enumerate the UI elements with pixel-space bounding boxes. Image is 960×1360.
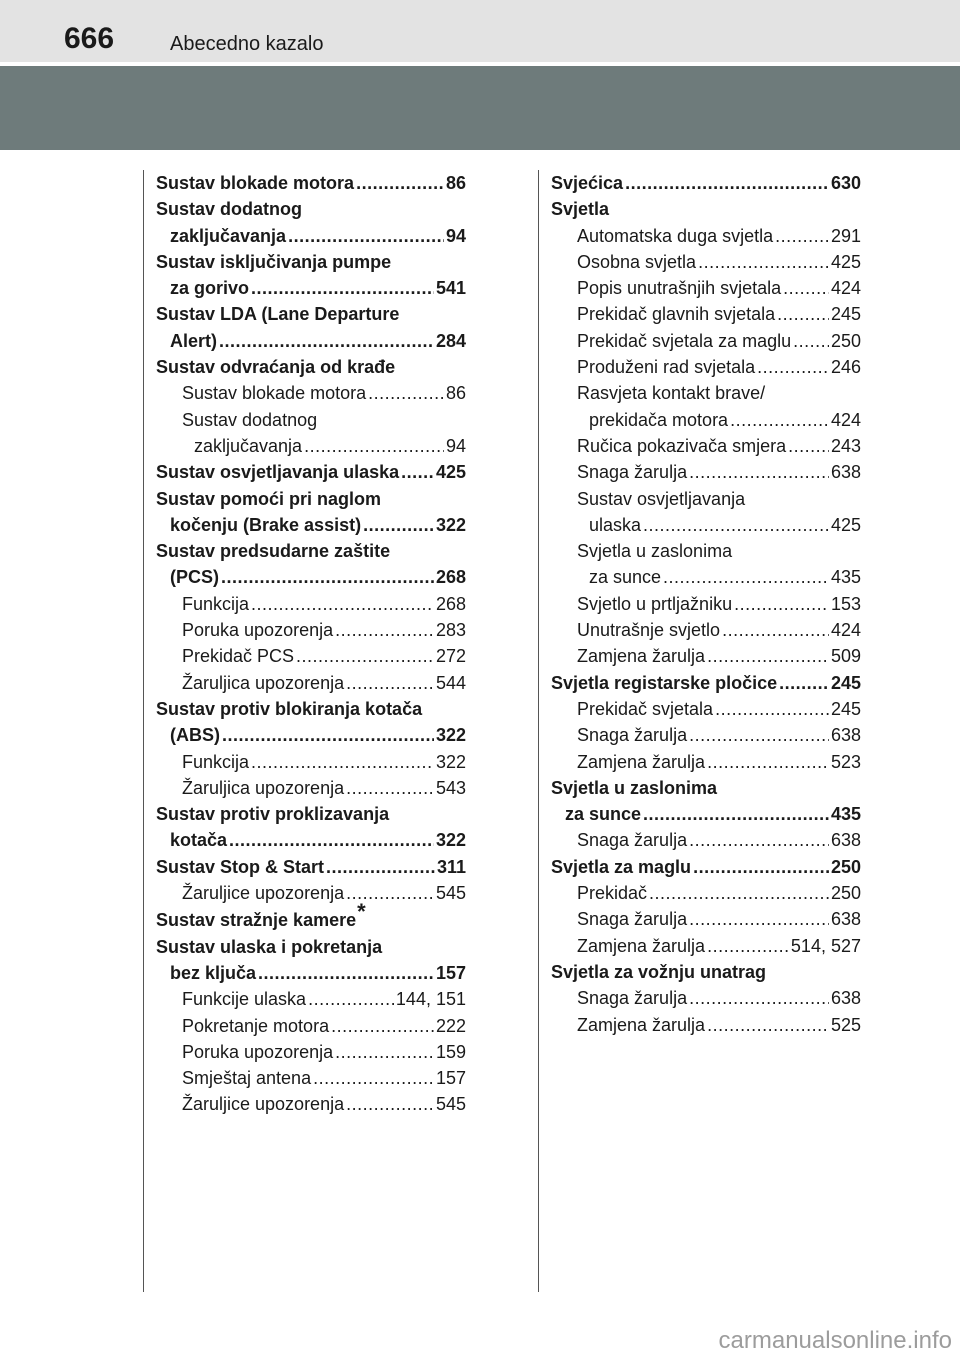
entry-term: Svjetla registarske pločice xyxy=(551,672,778,693)
entry-term: Zamjena žarulja xyxy=(577,751,706,772)
index-entry xyxy=(156,827,466,853)
index-entry xyxy=(156,275,466,301)
index-entry xyxy=(156,380,466,406)
index-entry xyxy=(156,934,466,960)
index-entry xyxy=(156,486,466,512)
entry-page: 322 xyxy=(435,725,466,746)
index-entry xyxy=(551,643,861,669)
entry-term: zaključavanja xyxy=(194,435,303,456)
dot-leader xyxy=(335,617,434,643)
section-title: Abecedno kazalo xyxy=(170,33,324,55)
entry-page: 545 xyxy=(435,1094,466,1115)
dot-leader xyxy=(689,827,829,853)
dot-leader xyxy=(722,617,829,643)
dot-leader xyxy=(793,328,829,354)
entry-term: Snaga žarulja xyxy=(577,462,688,483)
entry-page: 159 xyxy=(435,1041,466,1062)
entry-term: kotača xyxy=(170,830,228,851)
dot-leader xyxy=(304,433,444,459)
entry-term: Sustav LDA (Lane Departure xyxy=(156,304,400,325)
entry-term: Žaruljice upozorenja xyxy=(182,883,345,904)
entry-term: Poruka upozorenja xyxy=(182,1041,334,1062)
entry-term: Zamjena žarulja xyxy=(577,646,706,667)
index-entry xyxy=(156,1091,466,1117)
entry-term: Svjetla za maglu xyxy=(551,856,692,877)
entry-page: 86 xyxy=(445,383,466,404)
index-entry xyxy=(156,301,466,327)
dot-leader xyxy=(707,749,829,775)
index-entry xyxy=(551,249,861,275)
dot-leader xyxy=(308,986,394,1012)
entry-page: 250 xyxy=(830,883,861,904)
entry-term: Prekidač svjetala za maglu xyxy=(577,330,792,351)
entry-term: Žaruljice upozorenja xyxy=(182,1094,345,1115)
dot-leader xyxy=(649,880,829,906)
entry-page: 435 xyxy=(830,567,861,588)
entry-term: Funkcija xyxy=(182,593,250,614)
index-entry xyxy=(551,801,861,827)
entry-term: Smještaj antena xyxy=(182,1068,312,1089)
dot-leader xyxy=(689,459,829,485)
index-entry xyxy=(551,749,861,775)
entry-term: za gorivo xyxy=(170,278,250,299)
index-entry xyxy=(156,170,466,196)
entry-term: Svjetla xyxy=(551,199,610,220)
entry-page: 268 xyxy=(435,593,466,614)
entry-page: 514, 527 xyxy=(790,935,861,956)
left-column-rule xyxy=(143,170,144,1292)
dot-leader xyxy=(757,354,829,380)
index-entry xyxy=(156,328,466,354)
entry-page: 157 xyxy=(435,962,466,983)
dot-leader xyxy=(288,223,444,249)
entry-page: 250 xyxy=(830,856,861,877)
entry-page: 284 xyxy=(435,330,466,351)
entry-term: Rasvjeta kontakt brave/ xyxy=(577,383,766,404)
entry-page: 638 xyxy=(830,725,861,746)
dot-leader xyxy=(251,275,434,301)
entry-term: Popis unutrašnjih svjetala xyxy=(577,278,782,299)
dot-leader xyxy=(777,301,829,327)
entry-term: Prekidač glavnih svjetala xyxy=(577,304,776,325)
entry-term: Prekidač PCS xyxy=(182,646,295,667)
entry-page: 157 xyxy=(435,1068,466,1089)
dot-leader xyxy=(368,380,444,406)
entry-page: 283 xyxy=(435,620,466,641)
entry-term: Sustav isključivanja pumpe xyxy=(156,251,392,272)
entry-term: Sustav dodatnog xyxy=(156,199,303,220)
entry-page: 245 xyxy=(830,672,861,693)
dot-leader xyxy=(326,854,435,880)
index-entry xyxy=(551,591,861,617)
index-entry xyxy=(156,249,466,275)
index-entry xyxy=(551,933,861,959)
index-entry xyxy=(551,775,861,801)
dot-leader xyxy=(734,591,829,617)
index-entry xyxy=(156,564,466,590)
dot-leader xyxy=(356,170,444,196)
dot-leader xyxy=(346,670,434,696)
index-entry xyxy=(551,433,861,459)
dot-leader xyxy=(335,1039,434,1065)
entry-term: ulaska xyxy=(589,514,642,535)
entry-term: Unutrašnje svjetlo xyxy=(577,620,721,641)
entry-page: 424 xyxy=(830,409,861,430)
index-entry xyxy=(551,407,861,433)
entry-term: Sustav dodatnog xyxy=(182,409,318,430)
index-entry xyxy=(551,512,861,538)
dot-leader xyxy=(689,722,829,748)
dot-leader xyxy=(689,985,829,1011)
entry-term: Sustav protiv blokiranja kotača xyxy=(156,698,423,719)
dot-leader xyxy=(643,512,829,538)
dot-leader xyxy=(229,827,434,853)
entry-page: 425 xyxy=(830,514,861,535)
entry-term: Svjetlo u prtljažniku xyxy=(577,593,733,614)
dot-leader xyxy=(363,512,434,538)
dot-leader xyxy=(707,1012,829,1038)
entry-term: zaključavanja xyxy=(170,225,287,246)
dot-leader xyxy=(663,564,829,590)
entry-page: 222 xyxy=(435,1015,466,1036)
entry-page: 246 xyxy=(830,357,861,378)
index-entry xyxy=(551,564,861,590)
entry-page: 525 xyxy=(830,1014,861,1035)
index-entry xyxy=(156,960,466,986)
dot-leader xyxy=(783,275,829,301)
dot-leader xyxy=(346,1091,434,1117)
entry-page: 94 xyxy=(445,435,466,456)
index-entry xyxy=(551,1012,861,1038)
entry-page: 424 xyxy=(830,620,861,641)
entry-term: (ABS) xyxy=(170,725,220,746)
dot-leader xyxy=(788,433,829,459)
page-number: 666 xyxy=(64,22,115,55)
dot-leader xyxy=(251,591,434,617)
index-entry xyxy=(156,1039,466,1065)
index-entry xyxy=(551,617,861,643)
index-entry xyxy=(551,354,861,380)
entry-term: Pokretanje motora xyxy=(182,1015,330,1036)
header-band xyxy=(0,66,960,150)
entry-term: Produženi rad svjetala xyxy=(577,357,756,378)
entry-page: 638 xyxy=(830,988,861,1009)
dot-leader xyxy=(313,1065,434,1091)
entry-page: 543 xyxy=(435,777,466,798)
index-entry xyxy=(156,775,466,801)
index-entry xyxy=(156,591,466,617)
entry-term: Sustav osvjetljavanja ulaska xyxy=(156,462,400,483)
index-entry xyxy=(551,196,861,222)
index-entry xyxy=(156,696,466,722)
entry-page: 424 xyxy=(830,278,861,299)
dot-leader xyxy=(258,960,434,986)
index-entry xyxy=(156,1065,466,1091)
entry-page: 291 xyxy=(830,225,861,246)
dot-leader xyxy=(730,407,829,433)
entry-page: 509 xyxy=(830,646,861,667)
index-entry xyxy=(156,459,466,485)
entry-term: Sustav pomoći pri naglom xyxy=(156,488,382,509)
dot-leader xyxy=(221,564,434,590)
dot-leader xyxy=(222,722,434,748)
entry-term: Sustav blokade motora xyxy=(182,383,367,404)
index-entry xyxy=(551,722,861,748)
dot-leader xyxy=(707,643,829,669)
index-entry xyxy=(156,880,466,906)
entry-term: Funkcije ulaska xyxy=(182,989,307,1010)
entry-page: 86 xyxy=(445,173,466,193)
header-strip xyxy=(0,0,960,62)
entry-term: Zamjena žarulja xyxy=(577,935,706,956)
entry-term: Snaga žarulja xyxy=(577,988,688,1009)
dot-leader xyxy=(401,459,434,485)
index-entry xyxy=(156,407,466,433)
index-entry xyxy=(156,986,466,1012)
dot-leader xyxy=(625,170,829,196)
dot-leader xyxy=(689,906,829,932)
entry-term: Funkcija xyxy=(182,751,250,772)
dot-leader xyxy=(331,1013,434,1039)
index-entry xyxy=(551,985,861,1011)
entry-page: 425 xyxy=(830,251,861,272)
index-entry xyxy=(156,722,466,748)
entry-term: za sunce xyxy=(565,804,642,825)
entry-term: Sustav Stop & Start xyxy=(156,856,325,877)
index-entry xyxy=(551,223,861,249)
entry-page: 243 xyxy=(830,435,861,456)
entry-term: Sustav blokade motora xyxy=(156,173,355,193)
entry-term: Svjećica xyxy=(551,173,624,193)
entry-page: 245 xyxy=(830,304,861,325)
entry-page: 544 xyxy=(435,672,466,693)
entry-term: bez ključa xyxy=(170,962,257,983)
entry-term: Snaga žarulja xyxy=(577,725,688,746)
index-entry xyxy=(551,696,861,722)
index-entry xyxy=(551,854,861,880)
entry-page: 272 xyxy=(435,646,466,667)
entry-term: za sunce xyxy=(589,567,662,588)
index-entry xyxy=(156,196,466,222)
entry-term: Zamjena žarulja xyxy=(577,1014,706,1035)
entry-term: Snaga žarulja xyxy=(577,909,688,930)
index-entry xyxy=(551,170,861,196)
index-entry xyxy=(156,670,466,696)
index-entry xyxy=(551,275,861,301)
entry-page: 523 xyxy=(830,751,861,772)
entry-term: Žaruljica upozorenja xyxy=(182,777,345,798)
index-entry xyxy=(551,959,861,985)
index-entry xyxy=(551,670,861,696)
index-entry xyxy=(551,301,861,327)
dot-leader xyxy=(346,775,434,801)
dot-leader xyxy=(296,643,434,669)
index-entry xyxy=(156,749,466,775)
index-entry xyxy=(551,486,861,512)
entry-page: 153 xyxy=(830,593,861,614)
entry-page: 322 xyxy=(435,751,466,772)
index-entry xyxy=(156,899,466,933)
index-column-right xyxy=(551,170,861,1038)
entry-term: Sustav osvjetljavanja xyxy=(577,488,746,509)
entry-term: Sustav stražnje kamere xyxy=(156,910,357,931)
dot-leader xyxy=(693,854,829,880)
entry-page: 638 xyxy=(830,830,861,851)
index-entry xyxy=(551,827,861,853)
index-entry xyxy=(156,223,466,249)
index-entry xyxy=(156,801,466,827)
dot-leader xyxy=(715,696,829,722)
index-entry xyxy=(156,538,466,564)
index-column-left xyxy=(156,170,466,1118)
entry-term: Svjetla za vožnju unatrag xyxy=(551,961,767,982)
index-entry xyxy=(551,906,861,932)
entry-term: Prekidač xyxy=(577,883,648,904)
entry-term: Automatska duga svjetla xyxy=(577,225,774,246)
index-entry xyxy=(551,328,861,354)
index-entry xyxy=(156,854,466,880)
entry-term: (PCS) xyxy=(170,567,219,588)
entry-page: 638 xyxy=(830,462,861,483)
index-entry xyxy=(551,538,861,564)
entry-page: 322 xyxy=(435,830,466,851)
entry-page: 144, 151 xyxy=(395,989,466,1010)
dot-leader xyxy=(698,249,829,275)
entry-term: Sustav ulaska i pokretanja xyxy=(156,936,383,957)
entry-page: 268 xyxy=(435,567,466,588)
entry-term: Sustav predsudarne zaštite xyxy=(156,541,391,562)
entry-page: 638 xyxy=(830,909,861,930)
entry-term: Žaruljica upozorenja xyxy=(182,672,345,693)
watermark: carmanualsonline.info xyxy=(718,1327,952,1354)
entry-page: 311 xyxy=(436,856,466,877)
dot-leader xyxy=(775,223,829,249)
entry-page: 630 xyxy=(830,173,861,193)
entry-term: Prekidač svjetala xyxy=(577,698,714,719)
entry-term: Svjetla u zaslonima xyxy=(551,777,718,798)
index-entry xyxy=(551,380,861,406)
entry-term: Sustav odvraćanja od krađe xyxy=(156,357,396,378)
entry-page: 322 xyxy=(435,514,466,535)
center-column-rule xyxy=(538,170,539,1292)
dot-leader xyxy=(643,801,829,827)
entry-page: 250 xyxy=(830,330,861,351)
entry-page: 541 xyxy=(435,278,466,299)
entry-page: 94 xyxy=(445,225,466,246)
index-entry xyxy=(156,617,466,643)
entry-term: prekidača motora xyxy=(589,409,729,430)
entry-term: Svjetla u zaslonima xyxy=(577,541,733,562)
entry-page: 435 xyxy=(830,804,861,825)
entry-term: Alert) xyxy=(170,330,218,351)
entry-page: 425 xyxy=(435,462,466,483)
index-entry xyxy=(551,459,861,485)
entry-term: Osobna svjetla xyxy=(577,251,697,272)
entry-term: kočenju (Brake assist) xyxy=(170,514,362,535)
dot-leader xyxy=(779,670,829,696)
dot-leader xyxy=(251,749,434,775)
entry-page: 545 xyxy=(435,883,466,904)
dot-leader xyxy=(707,933,789,959)
dot-leader xyxy=(219,328,434,354)
index-entry xyxy=(156,643,466,669)
entry-term: Snaga žarulja xyxy=(577,830,688,851)
index-entry xyxy=(156,354,466,380)
entry-term: Ručica pokazivača smjera xyxy=(577,435,787,456)
entry-term: Sustav protiv proklizavanja xyxy=(156,804,390,825)
index-entry xyxy=(156,1013,466,1039)
entry-footnote-star: * xyxy=(357,899,366,925)
entry-page: 245 xyxy=(830,698,861,719)
index-entry xyxy=(551,880,861,906)
index-entry xyxy=(156,512,466,538)
entry-term: Poruka upozorenja xyxy=(182,620,334,641)
index-entry xyxy=(156,433,466,459)
